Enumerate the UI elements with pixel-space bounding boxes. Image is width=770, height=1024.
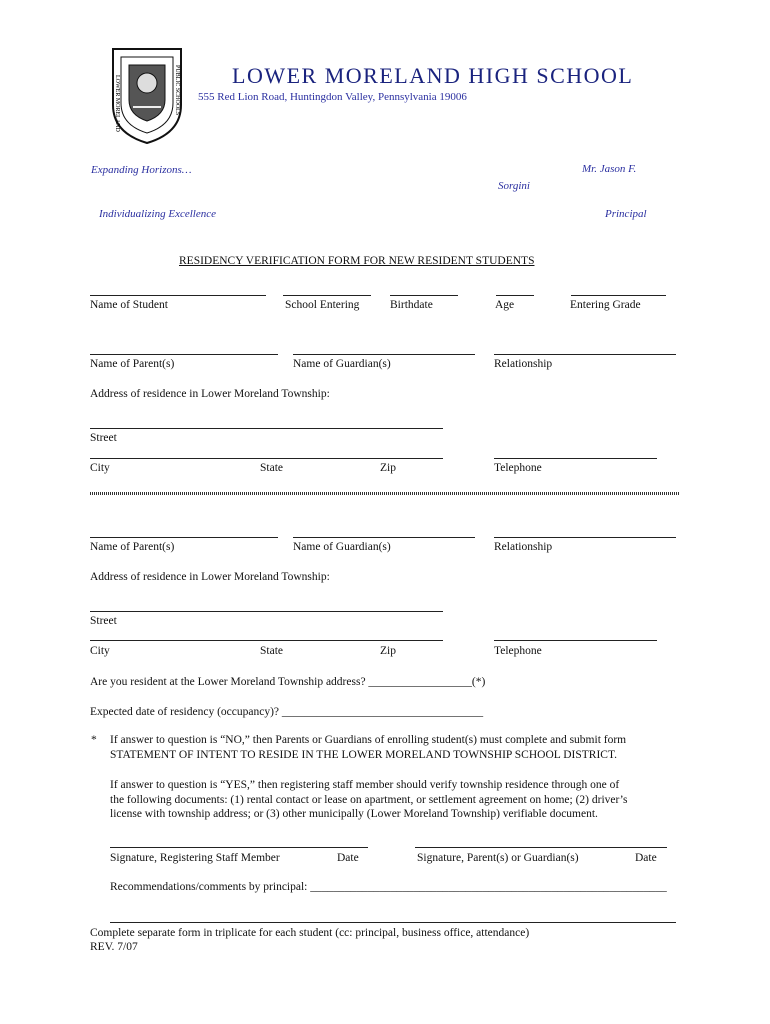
- school-seal-logo: [107, 45, 187, 145]
- street-field-2[interactable]: [90, 611, 443, 612]
- city-state-zip-field-2[interactable]: [90, 640, 443, 641]
- motto-individualizing: Individualizing Excellence: [99, 208, 216, 220]
- student-name-field[interactable]: [90, 295, 266, 296]
- label-telephone-2: Telephone: [494, 645, 542, 657]
- age-field[interactable]: [496, 295, 534, 296]
- address-prompt-1: Address of residence in Lower Moreland Township:: [90, 388, 330, 400]
- parent-signature-field[interactable]: [415, 847, 667, 848]
- expected-date-question: Expected date of residency (occupancy)? ___________________________________: [90, 706, 484, 718]
- relationship-field-2[interactable]: [494, 537, 676, 538]
- entering-grade-field[interactable]: [571, 295, 666, 296]
- label-parent-signature: Signature, Parent(s) or Guardian(s): [417, 852, 579, 864]
- resident-question: Are you resident at the Lower Moreland Township address? __________________(*): [90, 676, 486, 688]
- parent-name-field-2[interactable]: [90, 537, 278, 538]
- principal-name-line2: Sorgini: [498, 180, 530, 192]
- address-prompt-2: Address of residence in Lower Moreland Township:: [90, 571, 330, 583]
- city-state-zip-field-1[interactable]: [90, 458, 443, 459]
- motto-expanding: Expanding Horizons…: [91, 164, 192, 176]
- guardian-name-field-1[interactable]: [293, 354, 475, 355]
- note-asterisk: *: [91, 734, 97, 746]
- label-school-entering: School Entering: [285, 299, 360, 311]
- principal-recommendations: Recommendations/comments by principal: ______________________________________________________________: [110, 881, 667, 893]
- seal-left-text: LOWER MORELAND: [114, 75, 120, 132]
- label-zip-2: Zip: [380, 645, 396, 657]
- relationship-field-1[interactable]: [494, 354, 676, 355]
- label-age: Age: [495, 299, 515, 311]
- section-divider: [90, 492, 680, 495]
- label-name-of-student: Name of Student: [90, 299, 168, 311]
- label-parent-date: Date: [635, 852, 657, 864]
- recommendations-extra-line[interactable]: [110, 922, 676, 923]
- label-relationship-2: Relationship: [494, 541, 553, 553]
- telephone-field-1[interactable]: [494, 458, 657, 459]
- principal-title: Principal: [605, 208, 647, 220]
- label-telephone-1: Telephone: [494, 462, 542, 474]
- label-name-of-parents-1: Name of Parent(s): [90, 358, 175, 370]
- seal-right-text: PUBLIC SCHOOLS: [174, 65, 180, 116]
- principal-name-line1: Mr. Jason F.: [582, 163, 637, 175]
- telephone-field-2[interactable]: [494, 640, 657, 641]
- label-street-1: Street: [90, 432, 117, 444]
- label-staff-signature: Signature, Registering Staff Member: [110, 852, 280, 864]
- form-title: RESIDENCY VERIFICATION FORM FOR NEW RESIDENT STUDENTS: [179, 255, 535, 267]
- label-street-2: Street: [90, 615, 117, 627]
- note-yes-line1: If answer to question is “YES,” then registering staff member should verify township residence through one of: [110, 779, 620, 791]
- label-name-of-guardians-1: Name of Guardian(s): [293, 358, 391, 370]
- guardian-name-field-2[interactable]: [293, 537, 475, 538]
- label-birthdate: Birthdate: [390, 299, 433, 311]
- footer-instructions: Complete separate form in triplicate for each student (cc: principal, business office, attendance): [90, 927, 530, 939]
- label-staff-date: Date: [337, 852, 359, 864]
- note-yes-line3: license with township address; or (3) other municipally (Lower Moreland Township) verifiable document.: [110, 808, 598, 820]
- revision-label: REV. 7/07: [90, 941, 138, 953]
- birthdate-field[interactable]: [390, 295, 458, 296]
- label-relationship-1: Relationship: [494, 358, 553, 370]
- label-entering-grade: Entering Grade: [570, 299, 641, 311]
- school-entering-field[interactable]: [283, 295, 371, 296]
- label-city-1: City: [90, 462, 110, 474]
- label-state-2: State: [260, 645, 283, 657]
- street-field-1[interactable]: [90, 428, 443, 429]
- school-address: 555 Red Lion Road, Huntingdon Valley, Pennsylvania 19006: [198, 91, 467, 103]
- label-state-1: State: [260, 462, 283, 474]
- school-name: LOWER MORELAND HIGH SCHOOL: [232, 63, 634, 88]
- staff-signature-field[interactable]: [110, 847, 368, 848]
- label-city-2: City: [90, 645, 110, 657]
- label-name-of-guardians-2: Name of Guardian(s): [293, 541, 391, 553]
- note-yes-line2: the following documents: (1) rental contact or lease on apartment, or settlement agreement on home; (2) driver’s: [110, 794, 628, 806]
- label-zip-1: Zip: [380, 462, 396, 474]
- note-no-line2: STATEMENT OF INTENT TO RESIDE IN THE LOWER MORELAND TOWNSHIP SCHOOL DISTRICT.: [110, 749, 617, 761]
- parent-name-field-1[interactable]: [90, 354, 278, 355]
- note-no-line1: If answer to question is “NO,” then Parents or Guardians of enrolling student(s) must complete and submit form: [110, 734, 627, 746]
- label-name-of-parents-2: Name of Parent(s): [90, 541, 175, 553]
